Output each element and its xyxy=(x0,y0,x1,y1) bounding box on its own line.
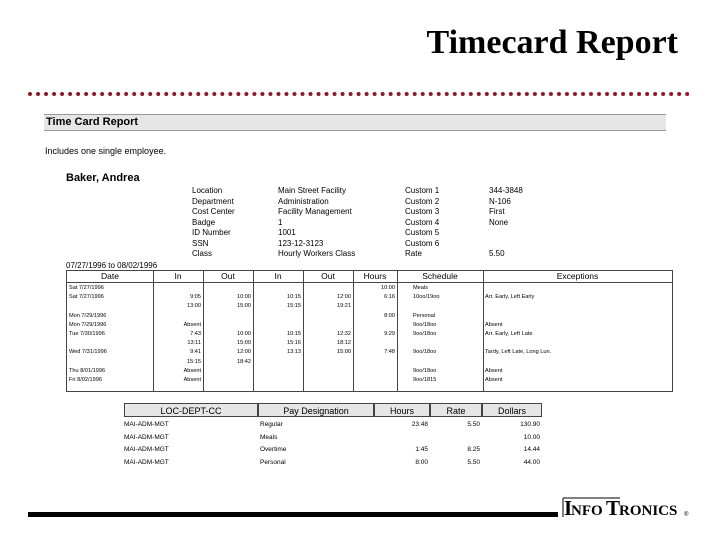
custom-label: Custom 1 xyxy=(405,186,440,195)
cell-out1: 18:42 xyxy=(237,358,251,365)
employee-name: Baker, Andrea xyxy=(66,172,140,184)
cell-in1: 9:05 xyxy=(190,294,201,301)
pay-cell-rate: 8.25 xyxy=(467,446,480,453)
info-value: 1001 xyxy=(278,228,296,237)
cell-in1: 9:41 xyxy=(190,349,201,356)
timecard-row xyxy=(67,358,672,367)
pay-cell-designation: Personal xyxy=(260,458,286,466)
timecard-row xyxy=(67,302,672,311)
cell-date: Sat 7/27/1996 xyxy=(69,294,104,301)
timecard-row xyxy=(67,293,672,302)
col-date: Date xyxy=(101,271,119,281)
custom-value: 5.50 xyxy=(489,249,505,258)
cell-out1: 15:00 xyxy=(237,303,251,310)
pay-cell-loc: MAI-ADM-MGT xyxy=(124,458,169,466)
cell-date: Fri 8/02/1996 xyxy=(69,377,102,383)
cell-out2: 19:21 xyxy=(337,303,351,310)
timecard-report xyxy=(44,114,666,466)
cell-out1: 15:00 xyxy=(237,340,251,347)
col-exceptions: Exceptions xyxy=(556,271,599,281)
pay-cell-hours: 1:45 xyxy=(415,446,428,453)
cell-in1: 13:11 xyxy=(187,340,201,347)
cell-date: Sat 7/27/1996 xyxy=(69,285,104,291)
cell-schedule: 9oo/18oo xyxy=(413,367,437,374)
pay-cell-dollars: 14.44 xyxy=(523,446,540,453)
info-value: Main Street Facility xyxy=(278,186,347,195)
cell-out1: 10:00 xyxy=(237,331,251,337)
report-header: Time Card Report xyxy=(44,114,666,131)
custom-label: Custom 3 xyxy=(405,207,440,216)
cell-exceptions: Absent xyxy=(485,367,503,374)
custom-value: None xyxy=(489,217,509,227)
cell-exceptions: Absent xyxy=(485,377,503,383)
timecard-row xyxy=(67,348,672,357)
cell-hours: 8:00 xyxy=(384,312,395,319)
info-label: Department xyxy=(192,196,234,206)
custom-label: Custom 5 xyxy=(405,228,440,237)
timecard-row xyxy=(67,367,672,376)
cell-in2: 13:13 xyxy=(287,349,301,356)
cell-schedule: Personal xyxy=(413,312,436,319)
svg-text:NFO: NFO xyxy=(571,503,603,518)
info-label: Class xyxy=(192,249,213,258)
cell-schedule: 9oo/18oo xyxy=(413,331,437,337)
timecard-row xyxy=(67,330,672,339)
pay-row xyxy=(124,432,542,444)
pay-col-hours: Hours xyxy=(374,403,430,417)
timecard-header-row xyxy=(67,271,672,283)
custom-value xyxy=(489,228,523,239)
timecard-table xyxy=(66,270,673,392)
pay-cell-dollars: 130.90 xyxy=(520,421,540,428)
custom-value: 344-3848 xyxy=(489,186,523,195)
cell-exceptions: Arr. Early, Left Early xyxy=(485,294,535,301)
pay-cell-hours: 23:48 xyxy=(411,421,428,428)
pay-cell-designation: Meals xyxy=(260,433,278,441)
col-in-2: In xyxy=(274,271,282,281)
timecard-row xyxy=(67,284,672,293)
report-subtitle: Includes one single employee. xyxy=(45,146,167,156)
cell-in2: 15:16 xyxy=(287,340,301,347)
svg-text:RONICS: RONICS xyxy=(619,503,678,518)
pay-cell-dollars: 10.00 xyxy=(523,433,540,441)
svg-text:T: T xyxy=(606,496,621,518)
custom-label: Custom 6 xyxy=(405,238,440,248)
info-label: Cost Center xyxy=(192,207,235,216)
cell-out2: 12:00 xyxy=(337,294,351,301)
cell-out2: 18:12 xyxy=(337,340,351,347)
info-value: Facility Management xyxy=(278,207,352,216)
custom-labels xyxy=(405,186,439,260)
custom-label: Rate xyxy=(405,249,422,258)
cell-in2: 10:15 xyxy=(287,294,301,301)
logo-graphic xyxy=(562,496,692,518)
timecard-row xyxy=(67,312,672,321)
cell-out1: 10:00 xyxy=(237,294,251,301)
cell-in1: 13:00 xyxy=(187,303,201,310)
info-value: 123-12-3123 xyxy=(278,238,324,248)
custom-label: Custom 2 xyxy=(405,196,440,206)
svg-text:®: ® xyxy=(684,512,689,518)
cell-schedule: 10oo/19oo xyxy=(413,294,440,301)
col-out-1: Out xyxy=(221,271,235,281)
custom-value: First xyxy=(489,207,505,216)
pay-cell-dollars: 44.00 xyxy=(523,458,540,466)
pay-cell-loc: MAI-ADM-MGT xyxy=(124,446,169,453)
cell-schedule: 9oo/18oo xyxy=(413,321,437,328)
cell-date: Wed 7/31/1996 xyxy=(69,349,107,356)
cell-exceptions: Absent xyxy=(485,321,503,328)
cell-in2: 10:15 xyxy=(287,331,301,337)
pay-cell-designation: Regular xyxy=(260,421,283,428)
cell-in1: Absent xyxy=(183,377,201,383)
timecard-row xyxy=(67,321,672,330)
cell-in1: Absent xyxy=(183,321,201,328)
pay-cell-loc: MAI-ADM-MGT xyxy=(124,421,169,428)
cell-date: Thu 8/01/1996 xyxy=(69,367,106,374)
cell-schedule: 9oo/18oo xyxy=(413,349,437,356)
pay-cell-loc: MAI-ADM-MGT xyxy=(124,433,169,441)
bottom-bar xyxy=(28,512,558,517)
pay-col-dollars: Dollars xyxy=(482,403,542,417)
col-hours: Hours xyxy=(363,271,387,281)
custom-label: Custom 4 xyxy=(405,217,440,227)
custom-value: N-106 xyxy=(489,196,511,206)
cell-hours: 10:00 xyxy=(381,285,395,291)
custom-value xyxy=(489,239,523,250)
pay-cell-rate: 5.50 xyxy=(467,458,480,466)
cell-hours: 7:48 xyxy=(384,349,395,356)
cell-in1: Absent xyxy=(183,367,201,374)
timecard-row xyxy=(67,376,672,385)
cell-out1: 12:00 xyxy=(237,349,251,356)
info-values xyxy=(278,186,355,260)
info-value: Hourly Workers Class xyxy=(278,249,356,258)
cell-exceptions: Arr. Early, Left Late xyxy=(485,331,533,337)
cell-date: Mon 7/29/1996 xyxy=(69,312,107,319)
pay-cell-rate: 5.50 xyxy=(467,421,480,428)
cell-schedule: 9oo/1815 xyxy=(413,377,437,383)
cell-out2: 15:00 xyxy=(337,349,351,356)
col-in-1: In xyxy=(174,271,182,281)
cell-hours: 9:29 xyxy=(384,331,395,337)
info-labels xyxy=(192,186,235,260)
pay-cell-designation: Overtime xyxy=(260,446,287,453)
info-label: Location xyxy=(192,186,223,195)
cell-in2: 15:15 xyxy=(287,303,301,310)
info-value: Administration xyxy=(278,196,329,206)
pay-row xyxy=(124,457,542,469)
svg-text:I: I xyxy=(564,496,573,518)
cell-date: Tue 7/30/1996 xyxy=(69,331,105,337)
cell-hours: 6:16 xyxy=(384,294,395,301)
col-schedule: Schedule xyxy=(422,271,458,281)
dotted-divider xyxy=(28,92,690,96)
cell-out2: 12:32 xyxy=(337,331,351,337)
info-label: ID Number xyxy=(192,228,231,237)
timecard-row xyxy=(67,339,672,348)
date-range: 07/27/1996 to 08/02/1996 xyxy=(66,261,158,270)
cell-schedule: Meals xyxy=(413,285,428,291)
custom-values xyxy=(489,186,523,260)
pay-row xyxy=(124,419,542,431)
pay-col-rate: Rate xyxy=(430,403,482,417)
info-value: 1 xyxy=(278,217,283,227)
pay-cell-hours: 8:00 xyxy=(415,458,428,466)
info-label: SSN xyxy=(192,238,209,248)
col-out-2: Out xyxy=(321,271,335,281)
cell-in1: 15:15 xyxy=(187,358,201,365)
cell-date: Mon 7/29/1996 xyxy=(69,321,107,328)
cell-exceptions: Tardy, Left Late, Long Lun. xyxy=(485,349,552,356)
pay-col-designation: Pay Designation xyxy=(258,403,374,417)
cell-in1: 7:43 xyxy=(190,331,201,337)
infotronics-logo xyxy=(562,496,692,518)
pay-row xyxy=(124,444,542,456)
info-label: Badge xyxy=(192,217,216,227)
slide-title: Timecard Report xyxy=(426,24,678,61)
pay-col-loc: LOC-DEPT-CC xyxy=(124,403,258,417)
